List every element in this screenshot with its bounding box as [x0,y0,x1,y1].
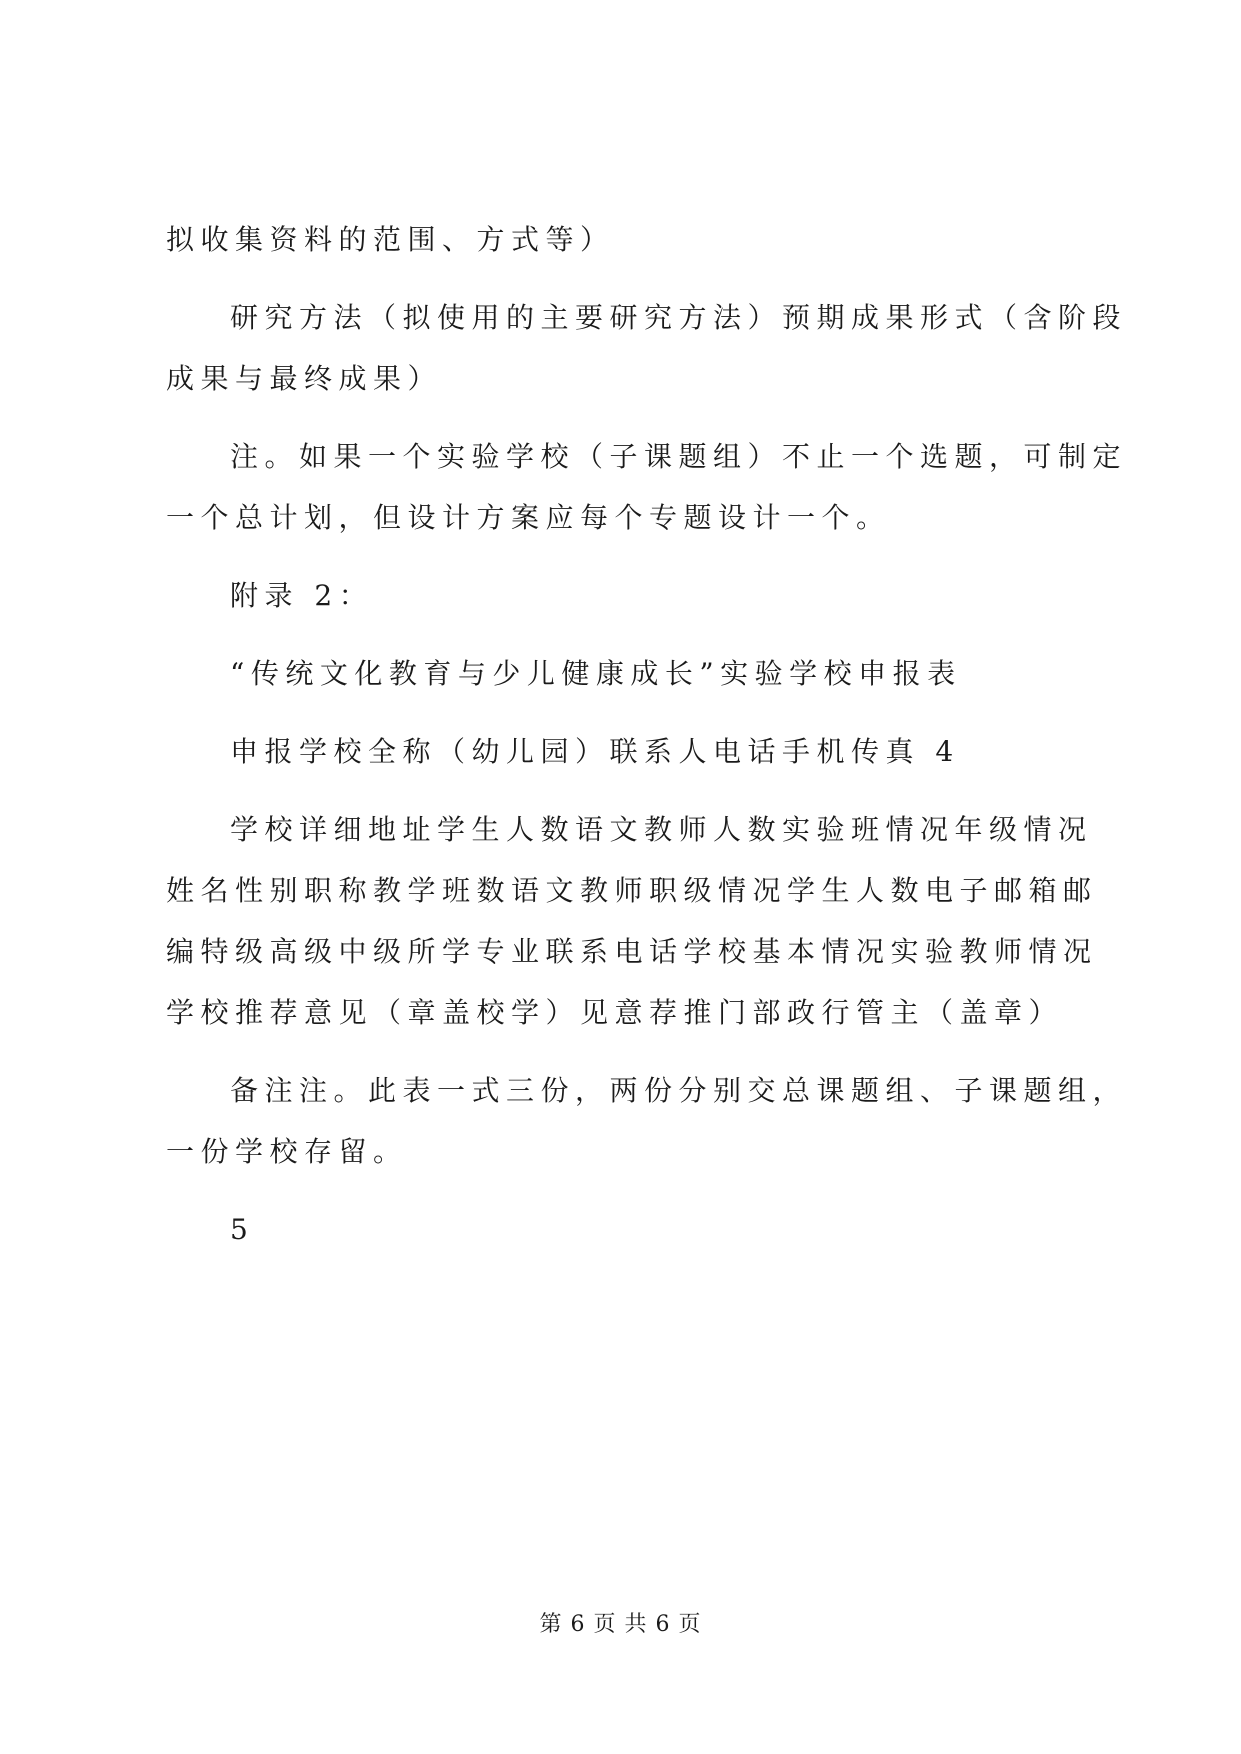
text-line: 注。如果一个实验学校（子课题组）不止一个选题，可制定 [230,440,1128,473]
text-line: 5 [230,1213,255,1246]
text-line: 一份学校存留。 [166,1135,408,1168]
text-line: 研究方法（拟使用的主要研究方法）预期成果形式（含阶段 [230,301,1128,334]
text-line: 编特级高级中级所学专业联系电话学校基本情况实验教师情况 [166,935,1098,968]
text-line: “传统文化教育与少儿健康成长”实验学校申报表 [230,657,962,690]
text-line: 学校推荐意见（章盖校学）见意荐推门部政行管主（盖章） [166,996,1064,1029]
text-line: 备注注。此表一式三份，两份分别交总课题组、子课题组， [230,1074,1128,1107]
text-line: 成果与最终成果） [166,362,443,395]
text-line: 附录 2： [230,579,374,612]
text-line: 学校详细地址学生人数语文教师人数实验班情况年级情况 [230,813,1093,846]
text-line: 姓名性别职称教学班数语文教师职级情况学生人数电子邮箱邮 [166,874,1098,907]
text-line: 一个总计划，但设计方案应每个专题设计一个。 [166,501,891,534]
text-line: 拟收集资料的范围、方式等） [166,223,615,256]
page-footer: 第 6 页 共 6 页 [539,1612,702,1637]
text-line: 申报学校全称（幼儿园）联系人电话手机传真 4 [230,735,960,768]
